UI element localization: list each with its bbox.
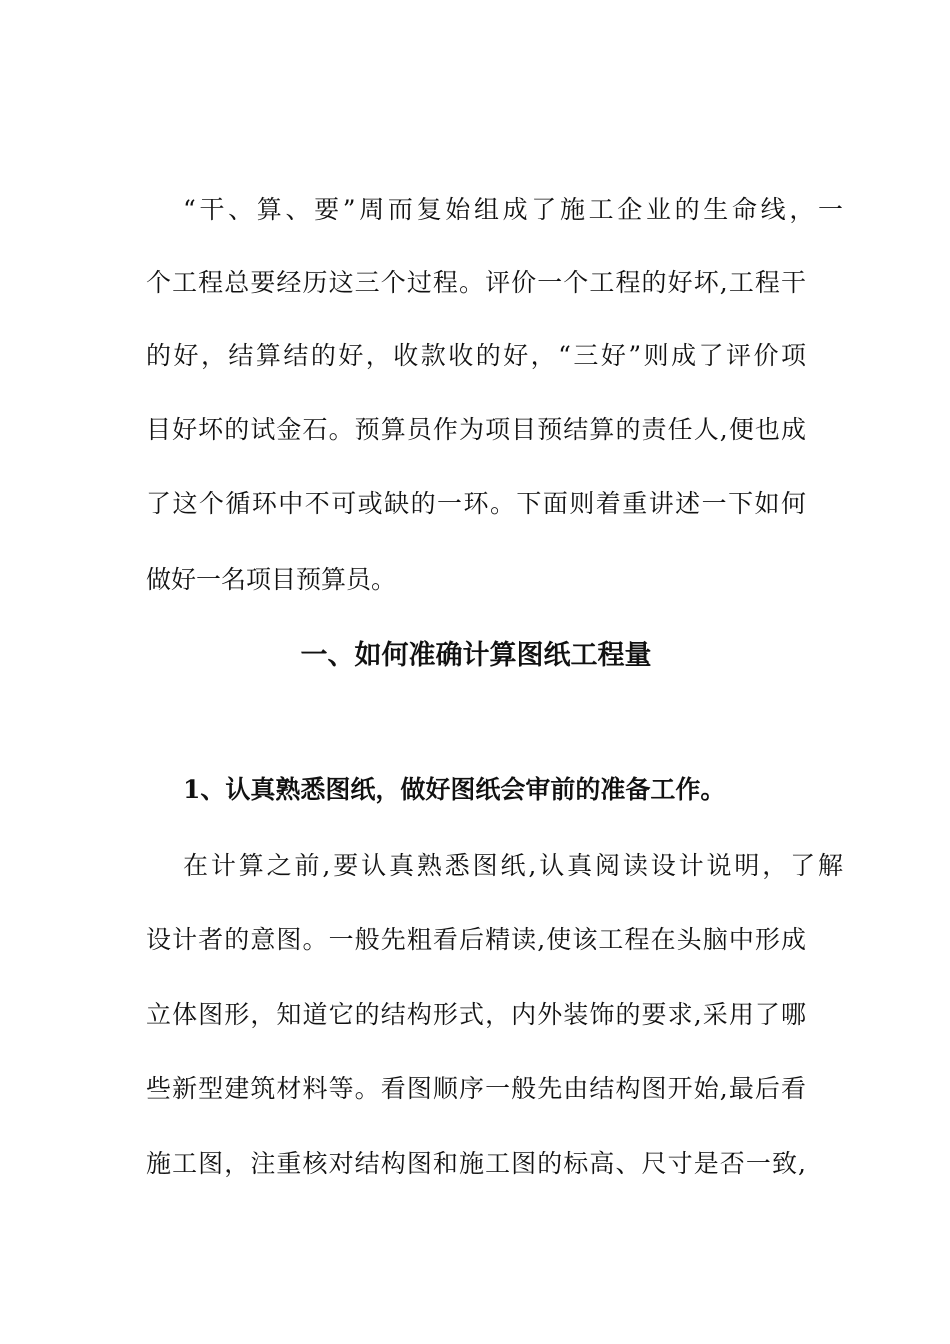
intro-line-3: 的好，结算结的好，收款收的好，“三好”则成了评价项 — [146, 341, 806, 370]
intro-line-1: “干、算、要”周而复始组成了施工企业的生命线，一 — [183, 195, 843, 224]
body-line-1: 在计算之前,要认真熟悉图纸,认真阅读设计说明，了解 — [183, 851, 843, 880]
intro-line-6: 做好一名项目预算员。 — [146, 565, 397, 594]
body-line-5: 施工图，注重核对结构图和施工图的标高、尺寸是否一致, — [146, 1149, 806, 1178]
intro-line-2: 个工程总要经历这三个过程。评价一个工程的好坏,工程干 — [146, 268, 806, 297]
intro-line-5: 了这个循环中不可或缺的一环。下面则着重讲述一下如何 — [146, 489, 806, 518]
body-line-4: 些新型建筑材料等。看图顺序一般先由结构图开始,最后看 — [146, 1074, 806, 1103]
section-subheading: 1、认真熟悉图纸，做好图纸会审前的准备工作。 — [183, 775, 726, 804]
intro-line-4: 目好坏的试金石。预算员作为项目预结算的责任人,便也成 — [146, 415, 806, 444]
body-line-2: 设计者的意图。一般先粗看后精读,使该工程在头脑中形成 — [146, 925, 806, 954]
body-line-3: 立体图形，知道它的结构形式，内外装饰的要求,采用了哪 — [146, 1000, 806, 1029]
section-heading: 一、如何准确计算图纸工程量 — [300, 640, 652, 671]
